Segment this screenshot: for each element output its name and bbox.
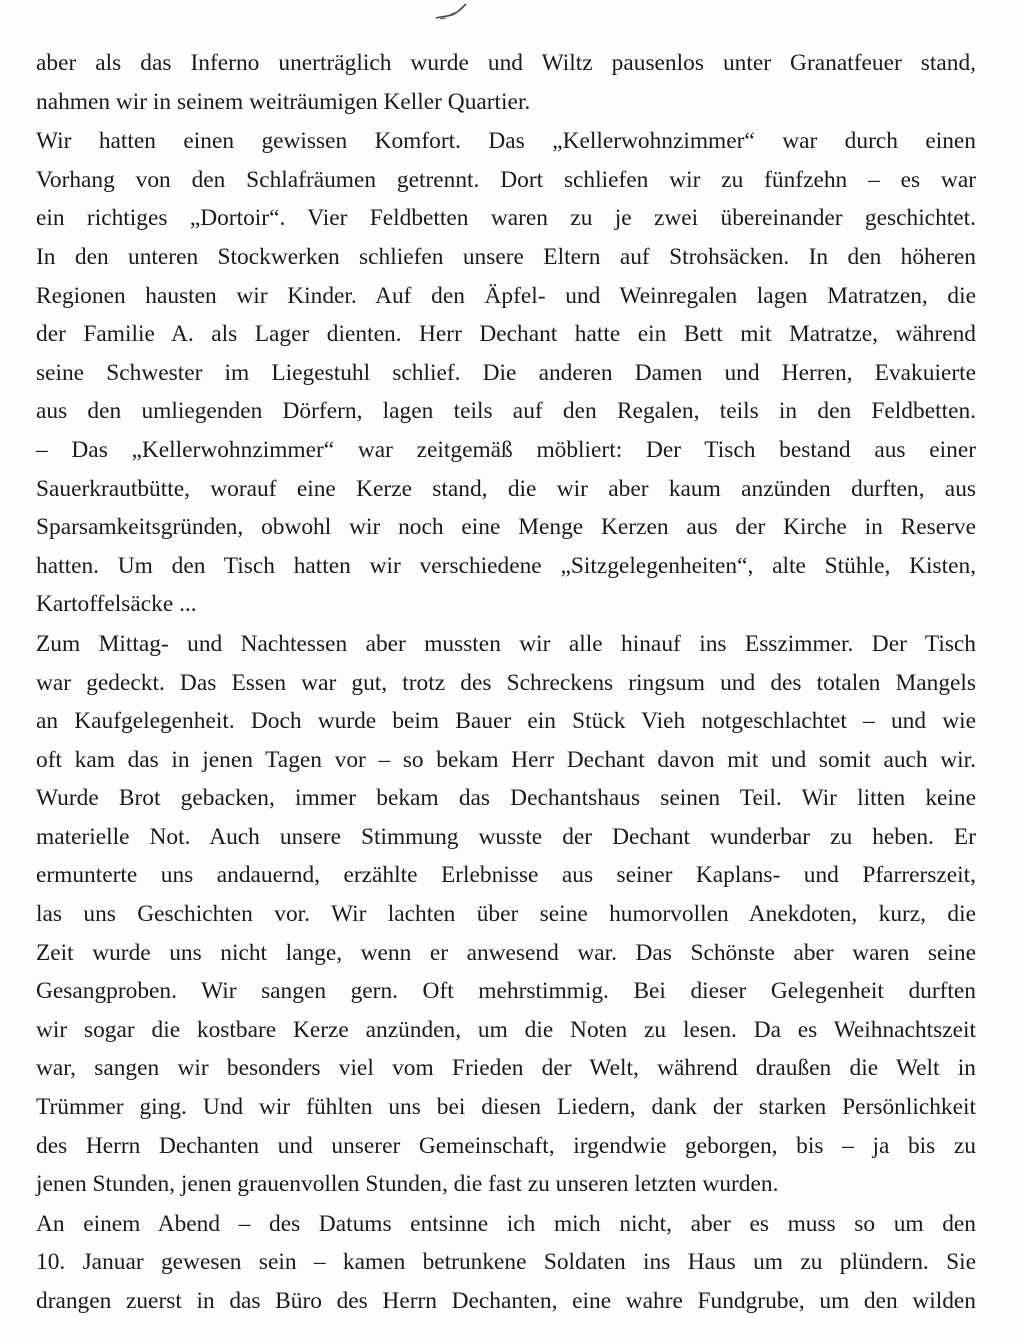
- text-line: Gesangproben. Wir sangen gern. Oft mehrstimmig. Bei dieser Gelegenheit durften: [36, 978, 976, 1005]
- paragraph: [36, 625, 976, 1204]
- scan-smudge-icon: [432, 2, 472, 22]
- text-line: Zum Mittag- und Nachtessen aber mussten wir alle hinauf ins Esszimmer. Der Tisch: [36, 630, 976, 657]
- text-line: jenen Stunden, jenen grauenvollen Stunden, die fast zu unseren letzten wurden.: [36, 1171, 779, 1198]
- paragraph: [36, 1205, 976, 1321]
- text-line: an Kaufgelegenheit. Doch wurde beim Bauer ein Stück Vieh notgeschlachtet – und wie: [36, 708, 976, 735]
- body-text: [36, 44, 976, 1321]
- text-line: – Das „Kellerwohnzimmer“ war zeitgemäß möbliert: Der Tisch bestand aus einer: [36, 436, 976, 463]
- text-line: war gedeckt. Das Essen war gut, trotz des Schreckens ringsum und des totalen Mangels: [36, 669, 976, 696]
- text-line: aber als das Inferno unerträglich wurde und Wiltz pausenlos unter Granatfeuer stand,: [36, 50, 976, 76]
- text-line: 10. Januar gewesen sein – kamen betrunkene Soldaten ins Haus um zu plündern. Sie: [36, 1249, 976, 1276]
- text-line: An einem Abend – des Datums entsinne ich mich nicht, aber es muss so um den: [36, 1210, 976, 1237]
- text-line: Regionen hausten wir Kinder. Auf den Äpfel- und Weinregalen lagen Matratzen, die: [36, 282, 976, 309]
- text-line: nahmen wir in seinem weiträumigen Keller Quartier.: [36, 88, 531, 115]
- text-line: des Herrn Dechanten und unserer Gemeinschaft, irgendwie geborgen, bis – ja bis zu: [36, 1132, 976, 1159]
- text-line: las uns Geschichten vor. Wir lachten über seine humorvollen Anekdoten, kurz, die: [36, 901, 976, 928]
- text-line: Zeit wurde uns nicht lange, wenn er anwesend war. Das Schönste aber waren seine: [36, 939, 976, 966]
- text-line: seine Schwester im Liegestuhl schlief. Die anderen Damen und Herren, Evakuierte: [36, 359, 976, 386]
- text-line: Vorhang von den Schlafräumen getrennt. Dort schliefen wir zu fünfzehn – es war: [36, 166, 976, 193]
- text-line: Wurde Brot gebacken, immer bekam das Dechantshaus seinen Teil. Wir litten keine: [36, 785, 976, 812]
- text-line: ermunterte uns andauernd, erzählte Erlebnisse aus seiner Kaplans- und Pfarrerszeit,: [36, 862, 976, 889]
- text-line: Sparsamkeitsgründen, obwohl wir noch eine Menge Kerzen aus der Kirche in Reserve: [36, 514, 976, 541]
- text-line: Trümmer ging. Und wir fühlten uns bei diesen Liedern, dank der starken Persönlichkeit: [36, 1094, 976, 1121]
- text-line: In den unteren Stockwerken schliefen unsere Eltern auf Strohsäcken. In den höheren: [36, 243, 976, 270]
- text-line: Wir hatten einen gewissen Komfort. Das „Kellerwohnzimmer“ war durch einen: [36, 128, 976, 155]
- text-line: war, sangen wir besonders viel vom Frieden der Welt, während draußen die Welt in: [36, 1055, 976, 1082]
- text-line: materielle Not. Auch unsere Stimmung wusste der Dechant wunderbar zu heben. Er: [36, 823, 976, 850]
- paragraph: [36, 44, 976, 121]
- text-line: hatten. Um den Tisch hatten wir verschiedene „Sitzgelegenheiten“, alte Stühle, Kisten,: [36, 552, 976, 579]
- text-line: oft kam das in jenen Tagen vor – so bekam Herr Dechant davon mit und somit auch wir.: [36, 746, 976, 773]
- text-line: Sauerkrautbütte, worauf eine Kerze stand, die wir aber kaum anzünden durften, aus: [36, 475, 976, 502]
- text-line: wir sogar die kostbare Kerze anzünden, um die Noten zu lesen. Da es Weihnachtszeit: [36, 1016, 976, 1043]
- text-line: ein richtiges „Dortoir“. Vier Feldbetten waren zu je zwei übereinander geschichtet.: [36, 205, 976, 232]
- text-line: drangen zuerst in das Büro des Herrn Dechanten, eine wahre Fundgrube, um den wilden: [36, 1288, 976, 1314]
- paragraph: [36, 122, 976, 624]
- text-line: aus den umliegenden Dörfern, lagen teils auf den Regalen, teils in den Feldbetten.: [36, 398, 976, 425]
- text-line: Kartoffelsäcke ...: [36, 591, 197, 618]
- text-line: der Familie A. als Lager dienten. Herr Dechant hatte ein Bett mit Matratze, während: [36, 321, 976, 348]
